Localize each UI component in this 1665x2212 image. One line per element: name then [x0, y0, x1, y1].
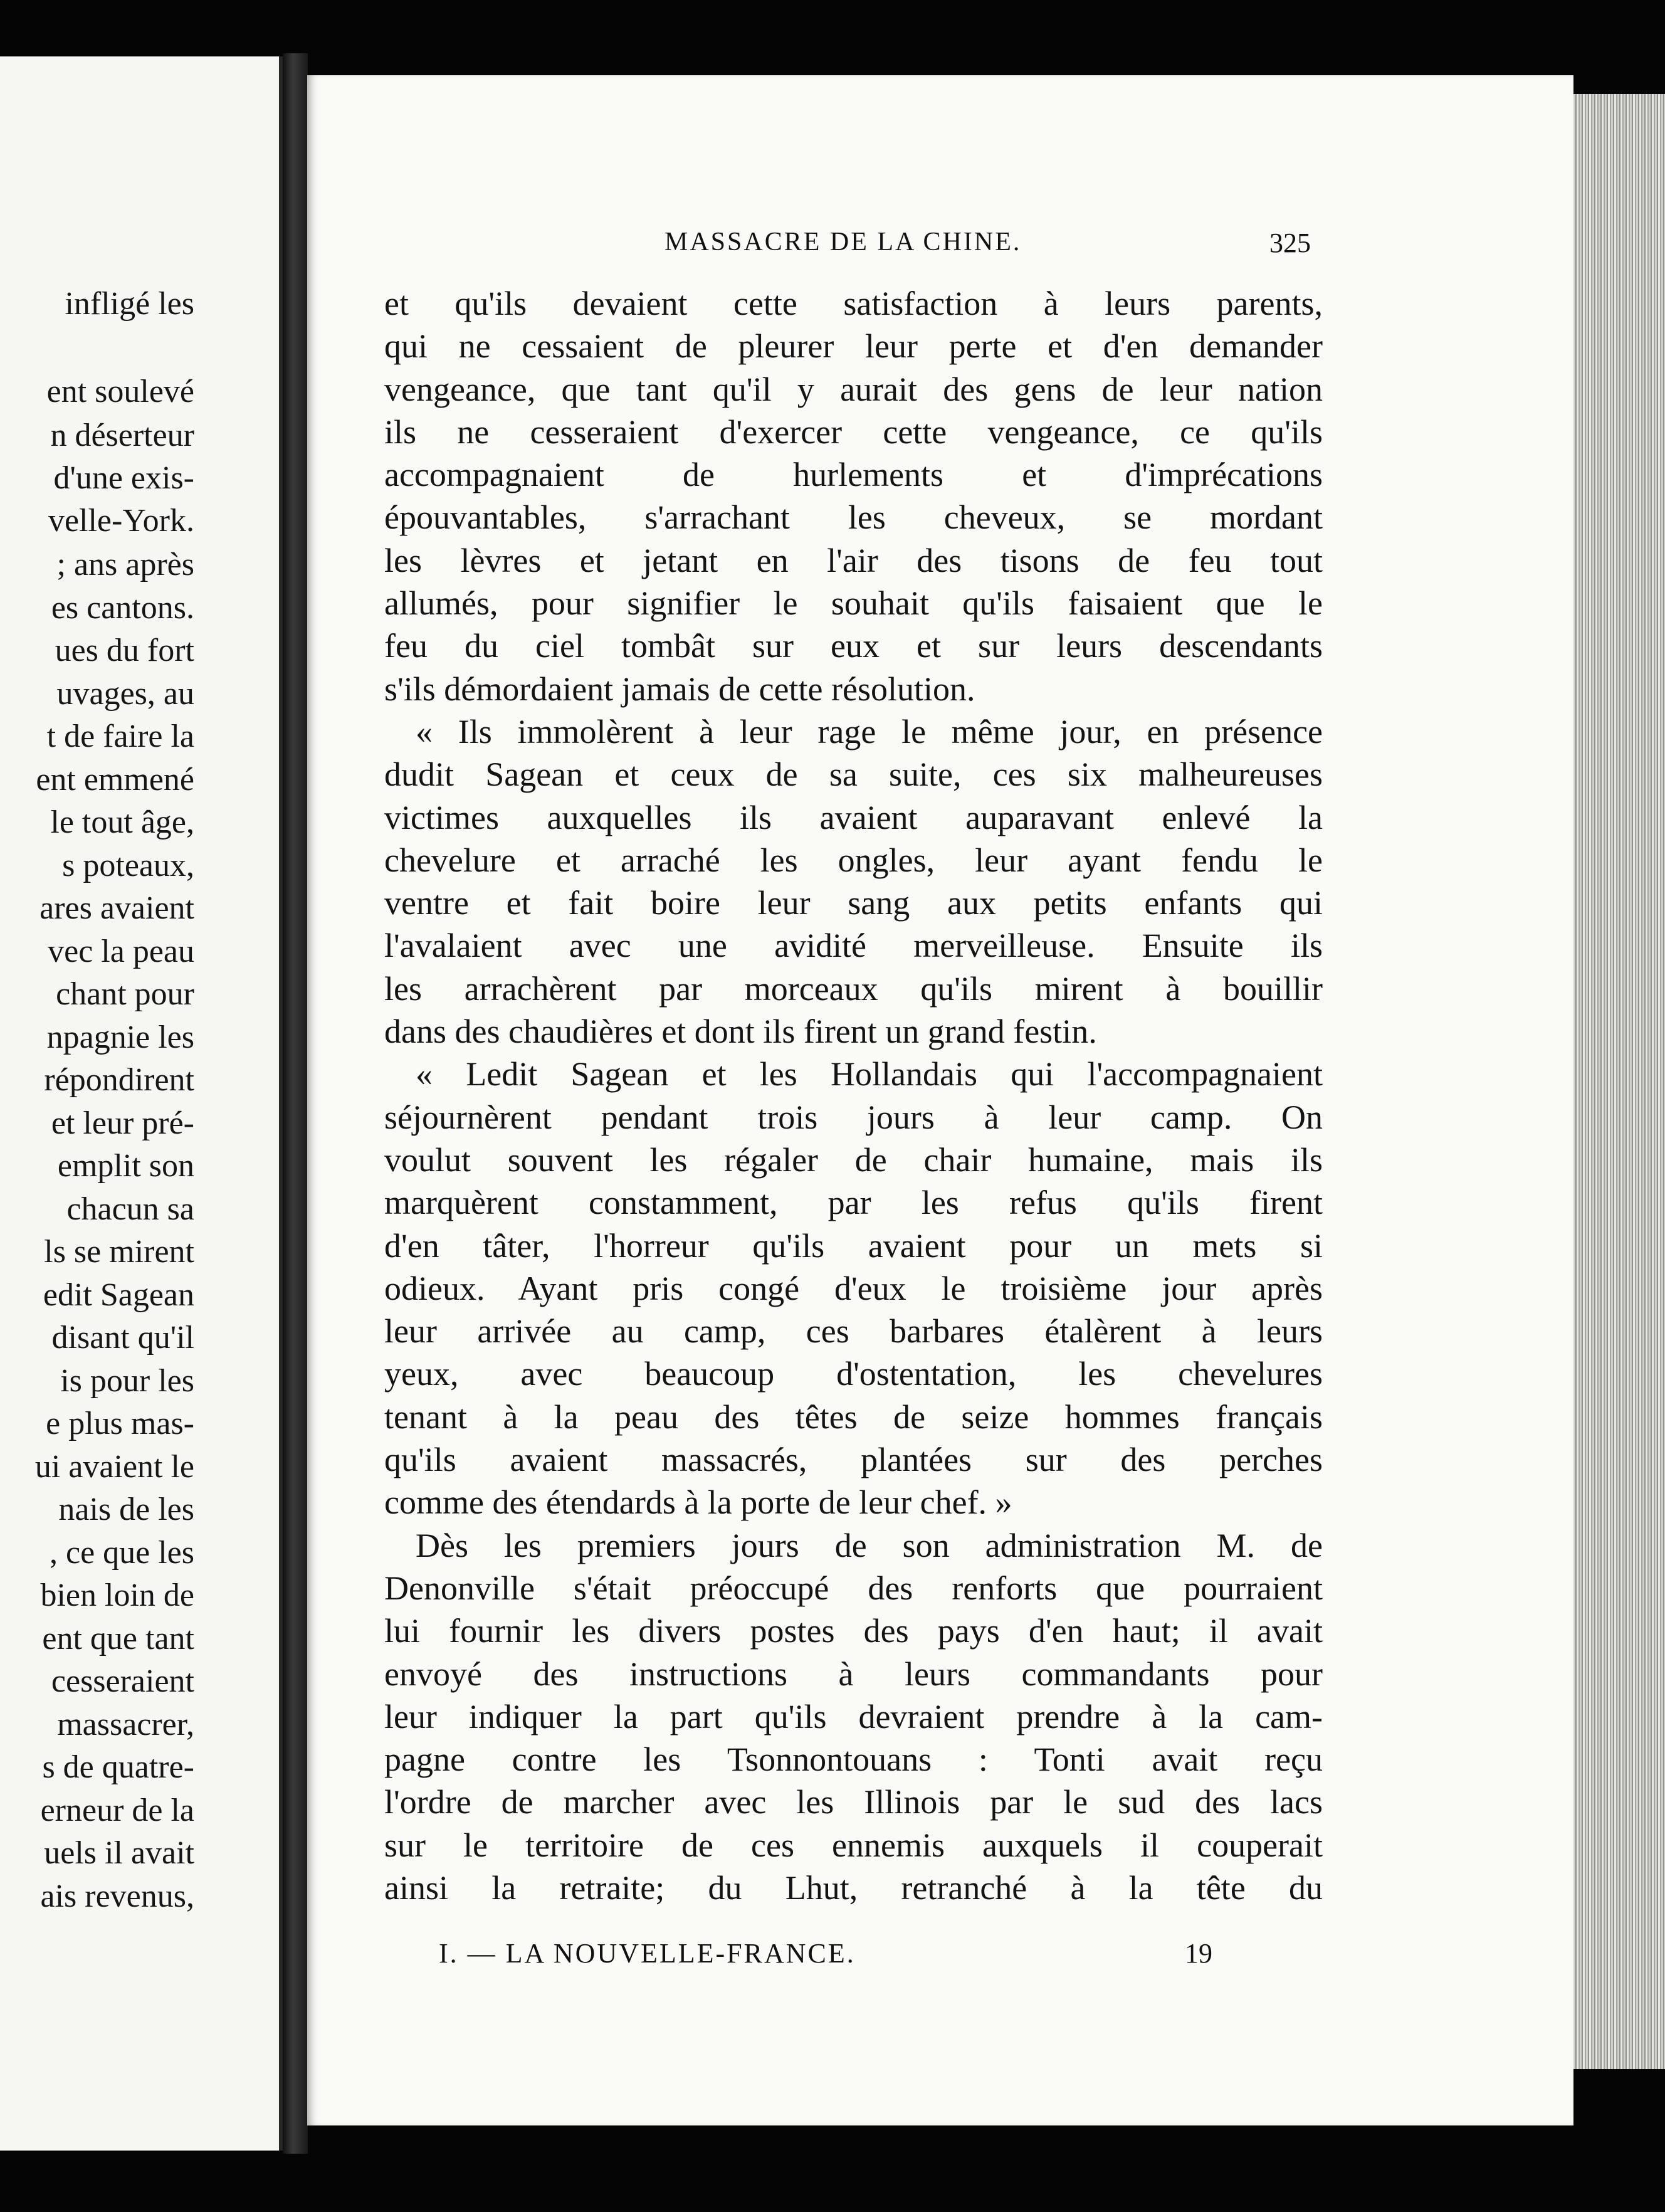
left-page-line: s poteaux, — [62, 848, 194, 883]
page-number: 325 — [1269, 228, 1311, 258]
body-line: qui ne cessaient de pleurer leur perte et d'en demander — [384, 327, 1323, 366]
body-line: allumés, pour signifier le souhait qu'ils faisaient que le — [384, 584, 1323, 623]
body-line: Denonville s'était préoccupé des renforts que pourraient — [384, 1569, 1323, 1607]
left-page-line: vec la peau — [48, 934, 194, 969]
left-page-line: cesseraient — [51, 1663, 194, 1699]
left-page-line: uels il avait — [44, 1835, 194, 1871]
body-line: vengeance, que tant qu'il y aurait des gens de leur nation — [384, 370, 1323, 408]
left-page-line: nais de les — [58, 1492, 194, 1527]
body-line: chevelure et arraché les ongles, leur ayant fendu le — [384, 841, 1323, 879]
left-page-line: velle-York. — [48, 503, 194, 539]
book-gutter — [283, 53, 308, 2154]
page-edge — [1573, 94, 1665, 2069]
left-page-line: edit Sagean — [43, 1277, 194, 1313]
body-line: qu'ils avaient massacrés, plantées sur des perches — [384, 1441, 1323, 1479]
body-line: feu du ciel tombât sur eux et sur leurs descendants — [384, 627, 1323, 665]
left-page-line: bien loin de — [40, 1577, 194, 1613]
body-line: l'ordre de marcher avec les Illinois par le sud des lacs — [384, 1783, 1323, 1821]
left-page — [0, 56, 283, 2151]
left-page-line: t de faire la — [46, 719, 194, 754]
body-line: leur arrivée au camp, ces barbares étalèrent à leurs — [384, 1312, 1323, 1351]
left-page-line: s de quatre- — [42, 1749, 194, 1785]
left-page-line: uvages, au — [56, 676, 194, 712]
left-page-line: ent soulevé — [46, 374, 194, 409]
body-line: « Ledit Sagean et les Hollandais qui l'accompagnaient — [416, 1055, 1323, 1093]
body-line: yeux, avec beaucoup d'ostentation, les chevelures — [384, 1355, 1323, 1393]
body-line: dudit Sagean et ceux de sa suite, ces six malheureuses — [384, 756, 1323, 794]
left-page-line: ares avaient — [39, 890, 194, 926]
body-line: voulut souvent les régaler de chair humaine, mais ils — [384, 1140, 1323, 1179]
body-line: comme des étendards à la porte de leur chef. » — [384, 1483, 1012, 1522]
body-line: Dès les premiers jours de son administration M. de — [416, 1526, 1323, 1564]
body-line: s'ils démordaient jamais de cette résolution. — [384, 670, 975, 708]
body-line: lui fournir les divers postes des pays d'en haut; il avait — [384, 1612, 1323, 1650]
left-page-line: ls se mirent — [44, 1234, 194, 1270]
left-page-line: le tout âge, — [50, 804, 194, 840]
body-line: ainsi la retraite; du Lhut, retranché à la tête du — [384, 1868, 1323, 1907]
body-text — [384, 282, 1323, 1909]
body-line: ils ne cesseraient d'exercer cette vengeance, ce qu'ils — [384, 413, 1323, 451]
body-line: tenant à la peau des têtes de seize hommes français — [384, 1398, 1323, 1436]
left-page-line: ent emmené — [36, 762, 194, 798]
body-line: accompagnaient de hurlements et d'imprécations — [384, 456, 1323, 494]
left-page-line: ais revenus, — [40, 1878, 194, 1914]
left-page-line: chacun sa — [66, 1191, 194, 1227]
left-page-line: massacrer, — [57, 1707, 194, 1742]
left-page-line: ent que tant — [42, 1621, 194, 1656]
body-line: leur indiquer la part qu'ils devraient prendre à la cam- — [384, 1697, 1323, 1735]
body-line: ventre et fait boire leur sang aux petits enfants qui — [384, 884, 1323, 922]
body-line: pagne contre les Tsonnontouans : Tonti avait reçu — [384, 1741, 1323, 1779]
body-line: « Ils immolèrent à leur rage le même jour, en présence — [416, 712, 1323, 750]
body-line: séjournèrent pendant trois jours à leur camp. On — [384, 1098, 1323, 1136]
body-line: les lèvres et jetant en l'air des tisons de feu tout — [384, 541, 1323, 579]
body-line: épouvantables, s'arrachant les cheveux, se mordant — [384, 498, 1323, 537]
left-page-line: npagnie les — [46, 1019, 194, 1055]
body-line: odieux. Ayant pris congé d'eux le troisième jour après — [384, 1269, 1323, 1307]
left-page-line: emplit son — [57, 1148, 194, 1184]
left-page-line: erneur de la — [40, 1793, 194, 1828]
body-line: dans des chaudières et dont ils firent un grand festin. — [384, 1013, 1097, 1051]
body-line: les arrachèrent par morceaux qu'ils mirent à bouillir — [384, 969, 1323, 1008]
left-page-line: , ce que les — [49, 1535, 194, 1571]
left-page-line: chant pour — [56, 976, 194, 1012]
running-title: MASSACRE DE LA CHINE. — [664, 228, 1022, 256]
left-page-line: disant qu'il — [51, 1320, 194, 1356]
left-page-line: e plus mas- — [46, 1406, 194, 1441]
body-line: et qu'ils devaient cette satisfaction à leurs parents, — [384, 285, 1323, 322]
body-line: d'en tâter, l'horreur qu'ils avaient pour un mets si — [384, 1226, 1323, 1265]
left-page-line: es cantons. — [51, 590, 194, 626]
left-page-line: infligé les — [65, 286, 194, 322]
left-page-line: is pour les — [60, 1363, 194, 1399]
body-line: sur le territoire de ces ennemis auxquels il couperait — [384, 1826, 1323, 1864]
left-page-line: ues du fort — [55, 633, 194, 668]
body-line: marquèrent constamment, par les refus qu'ils firent — [384, 1184, 1323, 1222]
body-line: envoyé des instructions à leurs commandants pour — [384, 1655, 1323, 1693]
left-page-line: ; ans après — [56, 547, 194, 582]
footer-signature: I. — LA NOUVELLE-FRANCE. — [439, 1938, 856, 1969]
left-page-line: n déserteur — [50, 418, 194, 453]
left-page-line: répondirent — [44, 1062, 194, 1098]
body-line: victimes auxquelles ils avaient auparavant enlevé la — [384, 798, 1323, 836]
left-page-line: ui avaient le — [34, 1449, 194, 1485]
body-line: l'avalaient avec une avidité merveilleuse. Ensuite ils — [384, 927, 1323, 965]
footer-sheet-number: 19 — [1185, 1938, 1212, 1969]
left-page-line: d'une exis- — [53, 460, 194, 496]
left-page-line: et leur pré- — [51, 1105, 194, 1141]
